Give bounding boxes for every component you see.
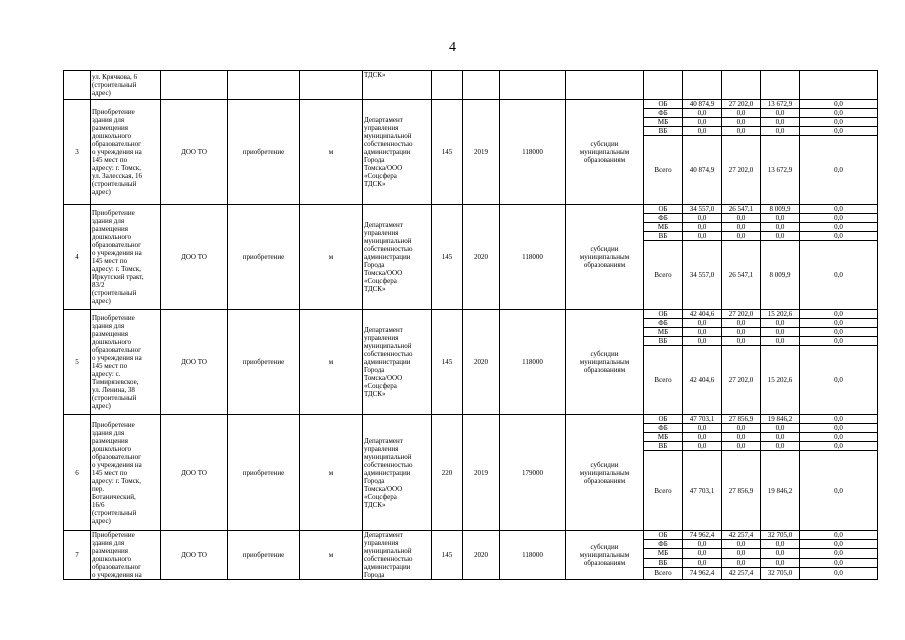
cell-year3: 0,0	[800, 232, 878, 241]
cell-program: ДОО ТО	[161, 415, 228, 531]
cell-empty	[644, 71, 683, 100]
cell-year2: 15 202,6	[761, 346, 800, 415]
cell-total: 0,0	[683, 118, 722, 127]
cell-year: 2020	[463, 205, 500, 310]
cell-program: ДОО ТО	[161, 310, 228, 415]
cell-form: субсидии муниципальным образованиям	[566, 531, 644, 580]
cell-source: МБ	[644, 328, 683, 337]
cell-total: 47 703,1	[683, 415, 722, 424]
cell-source: ФБ	[644, 319, 683, 328]
cell-year2: 0,0	[761, 109, 800, 118]
cell-year1: 0,0	[722, 424, 761, 433]
cell-num: 3	[64, 100, 91, 205]
cell-description: Приобретение здания для размещения дошкольного образовательног о учреждения на 145 мест по адресу: г. Томск, ул. Залесская, 16 (строительный адрес)	[91, 100, 161, 205]
cell-year2: 19 846,2	[761, 451, 800, 531]
cell-source: ФБ	[644, 424, 683, 433]
cell-description: Приобретение здания для размещения дошкольного образовательног о учреждения на 145 мест по адресу: г. Томск, пер. Ботанический, 16/6 (строительный адрес)	[91, 415, 161, 531]
cell-total: 0,0	[683, 558, 722, 567]
cell-flag: м	[300, 415, 363, 531]
cell-customer: Департамент управления муниципальной собственностью администрации Города	[363, 531, 432, 580]
cell-customer: ТДСК»	[363, 71, 432, 100]
cell-total: 74 962,4	[683, 531, 722, 540]
cell-source: ОБ	[644, 100, 683, 109]
cell-year3: 0,0	[800, 118, 878, 127]
cell-type: приобретение	[228, 310, 300, 415]
cell-year1: 0,0	[722, 540, 761, 549]
cell-total: 0,0	[683, 442, 722, 451]
cell-year2: 0,0	[761, 433, 800, 442]
cell-cost: 118000	[500, 100, 566, 205]
cell-source: ВБ	[644, 337, 683, 346]
cell-total: 0,0	[683, 549, 722, 558]
cell-year1: 27 856,9	[722, 451, 761, 531]
cell-total: 0,0	[683, 424, 722, 433]
cell-source: МБ	[644, 433, 683, 442]
cell-year2: 0,0	[761, 232, 800, 241]
cell-num: 6	[64, 415, 91, 531]
cell-cost: 118000	[500, 205, 566, 310]
cell-year3: 0,0	[800, 567, 878, 579]
cell-year: 2020	[463, 531, 500, 580]
cell-num: 4	[64, 205, 91, 310]
cell-year3: 0,0	[800, 319, 878, 328]
cell-year2: 13 672,9	[761, 136, 800, 205]
cell-year3: 0,0	[800, 424, 878, 433]
cell-year1: 0,0	[722, 232, 761, 241]
cell-total: 42 404,6	[683, 310, 722, 319]
cell-total: 0,0	[683, 127, 722, 136]
cell-empty	[463, 71, 500, 100]
cell-capacity: 145	[432, 310, 463, 415]
cell-flag: м	[300, 100, 363, 205]
cell-year1: 27 202,0	[722, 346, 761, 415]
cell-empty	[500, 71, 566, 100]
cell-year1: 42 257,4	[722, 531, 761, 540]
cell-year1: 0,0	[722, 214, 761, 223]
cell-source: Всего	[644, 136, 683, 205]
cell-year3: 0,0	[800, 415, 878, 424]
cell-total: 34 557,0	[683, 205, 722, 214]
cell-year2: 32 705,0	[761, 531, 800, 540]
cell-description: Приобретение здания для размещения дошкольного образовательног о учреждения на	[91, 531, 161, 580]
cell-capacity: 145	[432, 531, 463, 580]
cell-year3: 0,0	[800, 337, 878, 346]
cell-empty	[432, 71, 463, 100]
cell-customer: Департамент управления муниципальной собственностью администрации Города Томска/ООО «Соцсфера ТДСК»	[363, 100, 432, 205]
cell-year: 2019	[463, 415, 500, 531]
cell-source: ВБ	[644, 232, 683, 241]
cell-year1: 0,0	[722, 328, 761, 337]
cell-num: 5	[64, 310, 91, 415]
cell-type	[228, 71, 300, 100]
cell-year3: 0,0	[800, 442, 878, 451]
cell-flag: м	[300, 205, 363, 310]
cell-customer: Департамент управления муниципальной собственностью администрации Города Томска/ООО «Соцсфера ТДСК»	[363, 205, 432, 310]
cell-year3: 0,0	[800, 223, 878, 232]
cell-form: субсидии муниципальным образованиям	[566, 415, 644, 531]
cell-type: приобретение	[228, 100, 300, 205]
cell-program: ДОО ТО	[161, 205, 228, 310]
cell-year2: 0,0	[761, 424, 800, 433]
cell-customer: Департамент управления муниципальной собственностью администрации Города Томска/ООО «Соцсфера ТДСК»	[363, 310, 432, 415]
cell-year1: 27 202,0	[722, 136, 761, 205]
cell-flag	[300, 71, 363, 100]
cell-total: 42 404,6	[683, 346, 722, 415]
cell-empty	[566, 71, 644, 100]
cell-year1: 42 257,4	[722, 567, 761, 579]
cell-year1: 26 547,1	[722, 241, 761, 310]
cell-year3: 0,0	[800, 205, 878, 214]
cell-source: ВБ	[644, 127, 683, 136]
cell-program: ДОО ТО	[161, 531, 228, 580]
cell-empty	[800, 71, 878, 100]
cell-year3: 0,0	[800, 241, 878, 310]
cell-source: Всего	[644, 346, 683, 415]
cell-form: субсидии муниципальным образованиям	[566, 205, 644, 310]
cell-year2: 0,0	[761, 214, 800, 223]
cell-total: 0,0	[683, 214, 722, 223]
cell-year2: 0,0	[761, 442, 800, 451]
cell-year2: 13 672,9	[761, 100, 800, 109]
cell-year1: 0,0	[722, 337, 761, 346]
cell-flag: м	[300, 531, 363, 580]
cell-year3: 0,0	[800, 127, 878, 136]
table-row	[64, 71, 878, 100]
cell-year1: 0,0	[722, 319, 761, 328]
table-row	[64, 205, 878, 214]
page-number: 4	[449, 40, 456, 55]
cell-year1: 0,0	[722, 549, 761, 558]
cell-year3: 0,0	[800, 558, 878, 567]
cell-description: Приобретение здания для размещения дошкольного образовательног о учреждения на 145 мест по адресу: г. Томск, Иркутский тракт, 83/2 (строительный адрес)	[91, 205, 161, 310]
cell-form: субсидии муниципальным образованиям	[566, 310, 644, 415]
cell-total: 47 703,1	[683, 451, 722, 531]
cell-year2: 32 705,0	[761, 567, 800, 579]
cell-source: ВБ	[644, 442, 683, 451]
cell-year2: 15 202,6	[761, 310, 800, 319]
cell-source: ФБ	[644, 540, 683, 549]
cell-source: ОБ	[644, 310, 683, 319]
cell-year1: 0,0	[722, 118, 761, 127]
cell-source: ОБ	[644, 531, 683, 540]
cell-year2: 8 009,9	[761, 241, 800, 310]
cell-total: 0,0	[683, 223, 722, 232]
cell-year3: 0,0	[800, 136, 878, 205]
cell-total: 0,0	[683, 319, 722, 328]
cell-program: ДОО ТО	[161, 100, 228, 205]
cell-source: ФБ	[644, 109, 683, 118]
cell-year1: 0,0	[722, 442, 761, 451]
cell-empty	[761, 71, 800, 100]
cell-program	[161, 71, 228, 100]
cell-year2: 0,0	[761, 549, 800, 558]
cell-total: 40 874,9	[683, 136, 722, 205]
cell-source: ОБ	[644, 205, 683, 214]
cell-year3: 0,0	[800, 109, 878, 118]
cell-source: Всего	[644, 241, 683, 310]
cell-year3: 0,0	[800, 433, 878, 442]
cell-form: субсидии муниципальным образованиям	[566, 100, 644, 205]
cell-total: 0,0	[683, 232, 722, 241]
cell-source: Всего	[644, 451, 683, 531]
cell-year1: 0,0	[722, 223, 761, 232]
cell-year2: 19 846,2	[761, 415, 800, 424]
cell-year2: 0,0	[761, 540, 800, 549]
cell-year3: 0,0	[800, 540, 878, 549]
cell-source: МБ	[644, 223, 683, 232]
cell-year: 2019	[463, 100, 500, 205]
cell-year3: 0,0	[800, 328, 878, 337]
cell-year1: 0,0	[722, 558, 761, 567]
cell-num	[64, 71, 91, 100]
table-row	[64, 531, 878, 540]
cell-year3: 0,0	[800, 549, 878, 558]
cell-source: ОБ	[644, 415, 683, 424]
cell-total: 0,0	[683, 337, 722, 346]
cell-year2: 0,0	[761, 223, 800, 232]
cell-total: 0,0	[683, 109, 722, 118]
cell-year3: 0,0	[800, 451, 878, 531]
table-row	[64, 415, 878, 424]
cell-year2: 0,0	[761, 127, 800, 136]
cell-description: Приобретение здания для размещения дошкольного образовательног о учреждения на 145 мест по адресу: с. Тимирязевское, ул. Ленина, 38 (строительный адрес)	[91, 310, 161, 415]
cell-flag: м	[300, 310, 363, 415]
cell-empty	[683, 71, 722, 100]
cell-source: ФБ	[644, 214, 683, 223]
cell-year2: 0,0	[761, 337, 800, 346]
cell-source: ВБ	[644, 558, 683, 567]
cell-year3: 0,0	[800, 310, 878, 319]
cell-cost: 118000	[500, 310, 566, 415]
cell-capacity: 145	[432, 205, 463, 310]
cell-year: 2020	[463, 310, 500, 415]
cell-year3: 0,0	[800, 100, 878, 109]
cell-year2: 0,0	[761, 558, 800, 567]
cell-capacity: 145	[432, 100, 463, 205]
cell-year1: 0,0	[722, 127, 761, 136]
cell-cost: 118000	[500, 531, 566, 580]
cell-customer: Департамент управления муниципальной собственностью администрации Города Томска/ООО «Соцсфера ТДСК»	[363, 415, 432, 531]
cell-type: приобретение	[228, 415, 300, 531]
cell-total: 40 874,9	[683, 100, 722, 109]
cell-source: МБ	[644, 549, 683, 558]
cell-year1: 27 202,0	[722, 100, 761, 109]
table-row	[64, 310, 878, 319]
cell-type: приобретение	[228, 205, 300, 310]
cell-empty	[722, 71, 761, 100]
cell-year2: 8 009,9	[761, 205, 800, 214]
cell-year2: 0,0	[761, 328, 800, 337]
cell-total: 0,0	[683, 328, 722, 337]
cell-year1: 27 202,0	[722, 310, 761, 319]
cell-total: 0,0	[683, 540, 722, 549]
cell-total: 34 557,0	[683, 241, 722, 310]
cell-year1: 0,0	[722, 433, 761, 442]
cell-total: 74 962,4	[683, 567, 722, 579]
cell-source: Всего	[644, 567, 683, 579]
cell-total: 0,0	[683, 433, 722, 442]
cell-capacity: 220	[432, 415, 463, 531]
cell-type: приобретение	[228, 531, 300, 580]
cell-year1: 27 856,9	[722, 415, 761, 424]
cell-description: ул. Крячкова, 6 (строительный адрес)	[91, 71, 161, 100]
cell-year3: 0,0	[800, 531, 878, 540]
cell-year3: 0,0	[800, 346, 878, 415]
cell-num: 7	[64, 531, 91, 580]
table-row	[64, 100, 878, 109]
cell-year1: 0,0	[722, 109, 761, 118]
cell-year2: 0,0	[761, 319, 800, 328]
investment-table	[63, 70, 878, 580]
cell-cost: 179000	[500, 415, 566, 531]
cell-year3: 0,0	[800, 214, 878, 223]
cell-year1: 26 547,1	[722, 205, 761, 214]
cell-source: МБ	[644, 118, 683, 127]
cell-year2: 0,0	[761, 118, 800, 127]
